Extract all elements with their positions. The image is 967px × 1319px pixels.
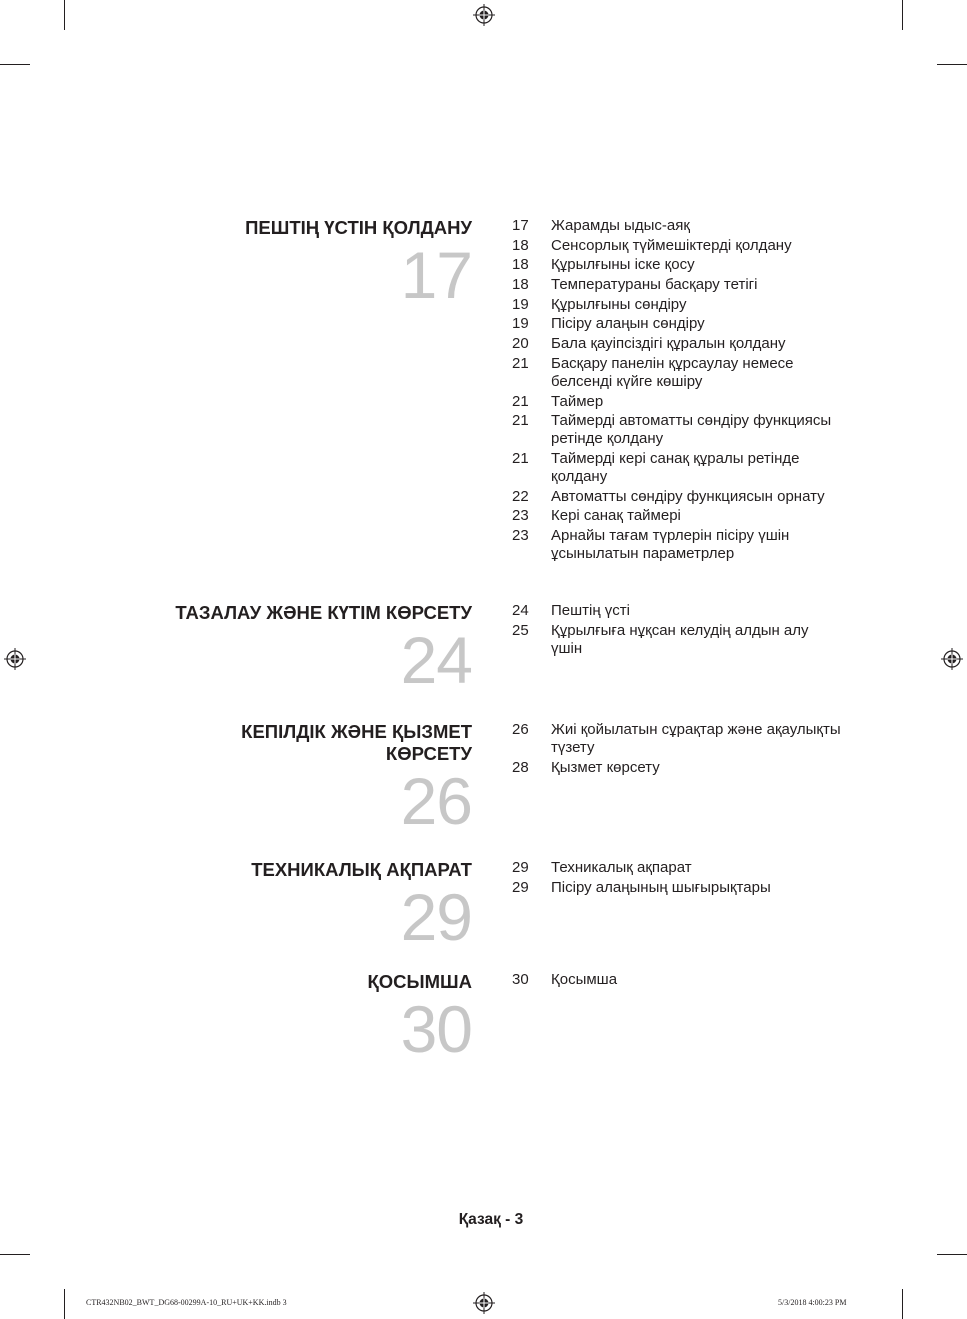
- section-heading-block: [130, 602, 472, 697]
- toc-entry-page: 19: [512, 295, 529, 313]
- toc-entry-text: Пісіру алаңының шығырықтары: [551, 878, 771, 896]
- section-heading-block: [130, 971, 472, 1066]
- toc-entry-text: Температураны басқару тетігі: [551, 276, 758, 294]
- toc-entry-page: 25: [512, 621, 529, 639]
- section-number: 24: [400, 623, 472, 697]
- toc-entry[interactable]: [512, 507, 842, 525]
- toc-entry[interactable]: [512, 971, 842, 989]
- section-number: 17: [400, 238, 472, 312]
- toc-entry-page: 18: [512, 236, 529, 254]
- toc-entry-text: Жарамды ыдыс-аяқ: [551, 217, 690, 234]
- toc-entry[interactable]: [512, 335, 842, 353]
- toc-entry[interactable]: [512, 859, 842, 877]
- toc-entry[interactable]: [512, 276, 842, 294]
- toc-entry[interactable]: [512, 217, 842, 235]
- toc-entry-text: Таймерді автоматты сөндіру функциясы ретінде қолдану: [551, 412, 832, 448]
- toc-entry-page: 24: [512, 602, 529, 619]
- section-title: ТЕХНИКАЛЫҚ АҚПАРАТ: [251, 859, 472, 880]
- toc-entry[interactable]: [512, 450, 842, 486]
- crop-mark-left-bottom: [0, 1254, 30, 1255]
- toc-entry-page: 22: [512, 487, 529, 505]
- toc-entry-page: 29: [512, 878, 529, 896]
- toc-entry-text: Таймер: [551, 392, 604, 410]
- toc-entry-list: [512, 971, 842, 991]
- registration-mark-left-icon: [4, 648, 26, 670]
- section-number: 30: [400, 992, 472, 1066]
- toc-entry[interactable]: [512, 527, 842, 563]
- toc-entry[interactable]: [512, 256, 842, 274]
- crop-mark-top-left: [64, 0, 65, 30]
- toc-entry-text: Құрылғыны іске қосу: [551, 256, 695, 274]
- section-title: ТАЗАЛАУ ЖӘНЕ КҮТІМ КӨРСЕТУ: [175, 602, 472, 623]
- crop-mark-top-right: [902, 0, 903, 30]
- toc-entry-page: 28: [512, 758, 529, 776]
- section-heading-block: [130, 721, 472, 838]
- toc-entry-text: Қызмет көрсету: [551, 758, 660, 776]
- section-heading-block: [130, 217, 472, 312]
- toc-entry-text: Бала қауіпсіздігі құралын қолдану: [551, 335, 786, 353]
- crop-mark-bottom-right: [902, 1289, 903, 1319]
- toc-entry-list: [512, 859, 842, 898]
- toc-entry-text: Басқару панелін құрсаулау немесе белсенді күйге көшіру: [551, 354, 794, 390]
- toc-entry[interactable]: [512, 393, 842, 411]
- toc-entry-page: 26: [512, 721, 529, 738]
- toc-entry-text: Пісіру алаңын сөндіру: [551, 315, 705, 333]
- toc-entry-text: Қосымша: [551, 971, 618, 988]
- toc-entry[interactable]: [512, 602, 842, 620]
- toc-entry-page: 17: [512, 217, 529, 234]
- toc-entry-page: 21: [512, 392, 529, 410]
- toc-entry-page: 21: [512, 412, 529, 430]
- section-number: 26: [400, 764, 472, 838]
- toc-entry-page: 29: [512, 859, 529, 876]
- crop-mark-bottom-left: [64, 1289, 65, 1319]
- toc-entry-list: [512, 217, 842, 565]
- toc-entry-text: Жиі қойылатын сұрақтар және ақаулықты түзету: [551, 721, 841, 756]
- toc-entry-text: Арнайы тағам түрлерін пісіру үшін ұсынылатын параметрлер: [551, 526, 790, 562]
- toc-entry-text: Құрылғыға нұқсан келудің алдын алу үшін: [551, 621, 809, 657]
- page-number-label: Қазақ - 3: [458, 1211, 524, 1228]
- toc-entry-page: 18: [512, 276, 529, 294]
- print-timestamp: 5/3/2018 4:00:23 PM: [778, 1298, 847, 1307]
- toc-entry[interactable]: [512, 759, 842, 777]
- toc-entry-text: Кері санақ таймері: [551, 507, 681, 525]
- toc-entry[interactable]: [512, 296, 842, 314]
- print-file-slug: CTR432NB02_BWT_DG68-00299A-10_RU+UK+KK.indb 3: [86, 1298, 287, 1307]
- toc-entry-page: 21: [512, 354, 529, 372]
- section-title: ПЕШТІҢ ҮСТІН ҚОЛДАНУ: [245, 217, 472, 238]
- toc-entry-text: Құрылғыны сөндіру: [551, 295, 687, 313]
- crop-mark-right-top: [937, 64, 967, 65]
- registration-mark-right-icon: [941, 648, 963, 670]
- toc-entry-page: 20: [512, 335, 529, 353]
- toc-entry-page: 19: [512, 315, 529, 333]
- toc-entry[interactable]: [512, 622, 842, 658]
- toc-entry-text: Автоматты сөндіру функциясын орнату: [551, 487, 825, 505]
- toc-entry-text: Таймерді кері санақ құралы ретінде қолдану: [551, 449, 800, 485]
- toc-entry[interactable]: [512, 879, 842, 897]
- toc-entry[interactable]: [512, 355, 842, 391]
- toc-entry-page: 23: [512, 526, 529, 544]
- crop-mark-left-top: [0, 64, 30, 65]
- section-heading-block: [130, 859, 472, 954]
- toc-entry[interactable]: [512, 721, 842, 757]
- toc-entry-page: 21: [512, 449, 529, 467]
- toc-entry-text: Пештің үсті: [551, 602, 631, 619]
- toc-entry[interactable]: [512, 488, 842, 506]
- toc-entry-page: 30: [512, 971, 529, 988]
- toc-entry-text: Сенсорлық түймешіктерді қолдану: [551, 236, 792, 254]
- toc-entry-list: [512, 602, 842, 659]
- section-number: 29: [400, 880, 472, 954]
- toc-entry[interactable]: [512, 237, 842, 255]
- toc-entry[interactable]: [512, 315, 842, 333]
- section-title: КЕПІЛДІК ЖӘНЕ ҚЫЗМЕТ КӨРСЕТУ: [241, 721, 472, 764]
- toc-entry-page: 23: [512, 507, 529, 525]
- toc-entry[interactable]: [512, 412, 842, 448]
- crop-mark-right-bottom: [937, 1254, 967, 1255]
- toc-entry-page: 18: [512, 256, 529, 274]
- registration-mark-top-icon: [473, 4, 495, 26]
- registration-mark-bottom-icon: [473, 1292, 495, 1314]
- section-title: ҚОСЫМША: [367, 971, 472, 992]
- toc-entry-list: [512, 721, 842, 778]
- toc-entry-text: Техникалық ақпарат: [551, 859, 692, 876]
